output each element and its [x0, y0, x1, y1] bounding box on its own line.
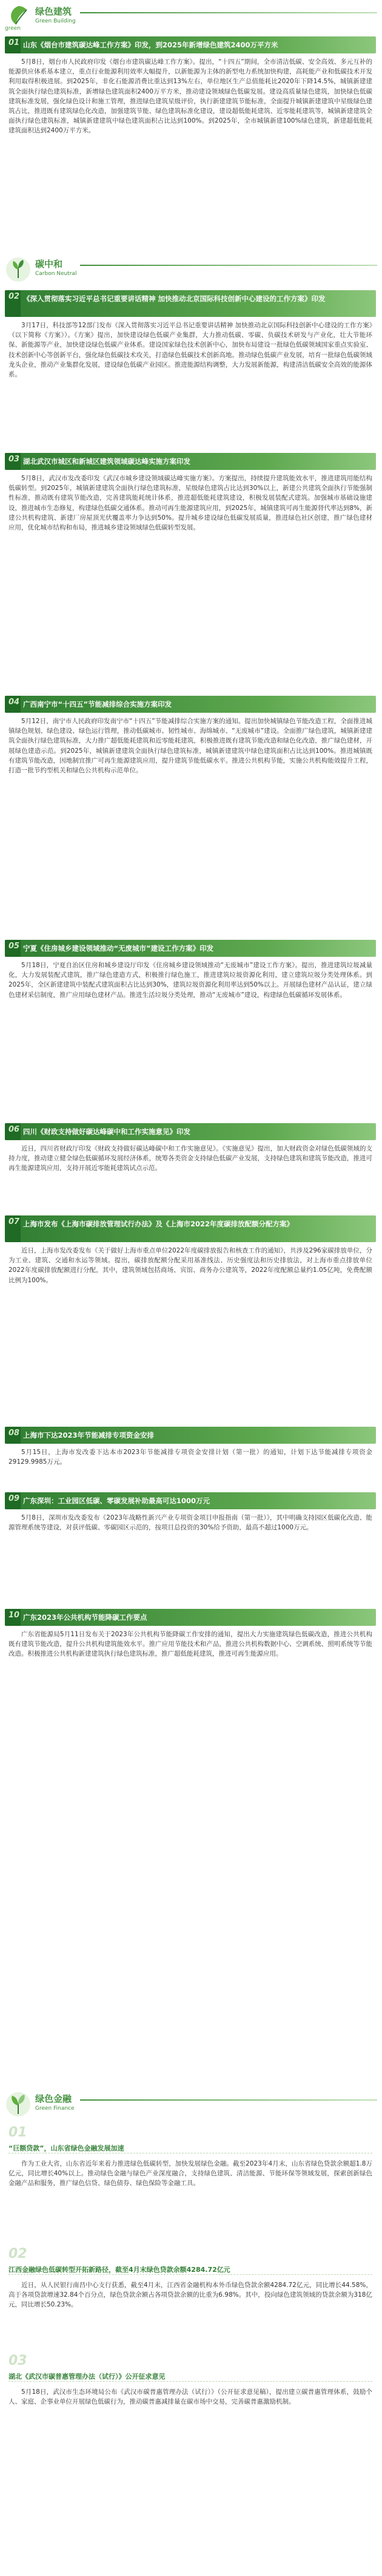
item-title: 《深入贯彻落实习近平总书记重要讲话精神 加快推动北京国际科技创新中心建设的工作方案》印发 — [23, 294, 326, 303]
plant-logo-icon — [5, 256, 32, 283]
item-body: 作为工业大省，山东省近年来着力推进绿色低碳转型，加快发展绿色金融。截至2023年4月末，山东省绿色贷款余额超1.8万亿元，同比增长40%以上。推动绿色金融与绿色产业深度融合，支持绿色建筑、清洁能源、节能环保等领域发展，探索创新绿色金融产品和服务，推广绿色信贷、绿色债券、绿色保险等金融工具。 — [8, 2160, 372, 2187]
item-title: 四川《财政支持做好碳达峰碳中和工作实施意见》印发 — [23, 1127, 190, 1136]
section-title: 绿色金融 — [35, 2093, 72, 2104]
item-body: 3月17日，科技部等12部门发布《深入贯彻落实习近平总书记重要讲话精神 加快推动北京国际科技创新中心建设的工作方案》（以下简称《方案》）。《方案》提出，加快建设绿色低碳产业集群，大力推动低碳、零碳、负碳技术研发与产业化，壮大节能环保、新能源等产业，加快建设绿色低碳产业体系。建设国家绿色技术创新中心，加快布局建设一批绿色低碳领域国家重点实验室、技术创新中心等创新平台，强化绿色低碳技术攻关，打造绿色低碳技术创新高地。推动绿色低碳产业发展，培育一批绿色低碳领域龙头企业，推动产业集群化发展，建设绿色低碳产业园区。推进能源结构调整，大力发展新能源，构建清洁低碳安全高效的能源体系。 — [8, 322, 372, 379]
item-title: “巨额贷款”，山东省绿色金融发展加速 — [8, 2143, 372, 2153]
item-number: 02 — [8, 2246, 27, 2262]
news-item-header — [5, 696, 376, 713]
section-header-green-building — [0, 1, 382, 34]
news-item-header — [5, 1123, 376, 1140]
section-title: 绿色建筑 — [35, 6, 72, 17]
item-body: 5月15日，上海市发改委下达本市2023年节能减排专项资金安排计划（第一批）的通知，计划下达节能减排专项资金29129.9985万元。 — [8, 1449, 372, 1466]
item-title: 湖北武汉市城区和新城区建筑领域碳达峰实施方案印发 — [23, 457, 190, 466]
item-title: 宁夏《住房城乡建设领域推动“无废城市”建设工作方案》印发 — [23, 944, 214, 953]
item-body: 近日，四川省财政厅印发《财政支持做好碳达峰碳中和工作实施意见》。《实施意见》提出，加大财政资金对绿色低碳领域的支持力度，推动建立健全绿色低碳循环发展经济体系，统筹各类资金支持绿色低碳产业发展，支持绿色建筑和建筑节能改造，推进可再生能源建筑应用，支持开展近零能耗建筑试点示范。 — [8, 1145, 372, 1172]
item-body: 5月8日，武汉市发改委印发《武汉市城乡建设领域碳达峰实施方案》。方案提出，持续提升建筑能效水平，推进建筑用能结构低碳转型。到2025年，城镇新建建筑全面执行绿色建筑标准，星级绿色建筑占比达到30%以上，新建公共建筑全面执行节能强制性标准，推动既有建筑节能改造，完善建筑能耗统计体系，推进超低能耗建筑建设，积极发展装配式建筑。加强城市基础设施建设，推进城市生态修复，构建绿色低碳交通体系。推动可再生能源建筑应用，到2025年，城镇建筑可再生能源替代率达到8%，新建公共机构建筑、新建厂房屋顶光伏覆盖率力争达到50%。提升城乡建设绿色低碳发展质量，推进绿色社区创建，推广绿色建材应用，优化城市结构和布局，推进城乡建设领域绿色低碳转型发展。 — [8, 475, 372, 532]
logo-text: green — [5, 25, 21, 32]
news-item-header — [5, 940, 376, 957]
item-title: 山东《烟台市建筑碳达峰工作方案》印发，到2025年新增绿色建筑2400万平方米 — [23, 41, 278, 49]
item-title: 湖北《武汉市碳普惠管理办法（试行）》公开征求意见 — [8, 2371, 372, 2382]
item-body: 近日，上海市发改委发布《关于做好上海市重点单位2022年度碳排放报告和核查工作的通知》，共涉及296家碳排放单位，分为工业、建筑、交通和水运等领域。提出，碳排放配额分配采用基准线法、历史强度法和历史排放法，对上海市重点排放单位2022年度碳排放配额进行分配，其中，建筑领域包括商场、宾馆、商务办公建筑等，2022年度配额总量约1.05亿吨，免费配额比例为100%。 — [8, 1247, 372, 1284]
news-item-header — [5, 1492, 376, 1509]
news-item-header — [5, 1609, 376, 1626]
section-header-green-finance — [0, 2088, 382, 2121]
item-title: 广东2023年公共机构节能降碳工作要点 — [23, 1613, 147, 1622]
section-subtitle: Green Finance — [35, 2105, 75, 2112]
news-item-header — [5, 1215, 376, 1242]
item-number: 04 — [8, 698, 20, 707]
section-title: 碳中和 — [35, 259, 63, 270]
item-body: 5月8日，烟台市人民政府印发《烟台市建筑碳达峰工作方案》。提出，“十四五”期间，全市清洁低碳、安全高效、多元互补的能源供应体系基本建立，重点行业能源利用效率大幅提升，以新能源为主体的新型电力系统加快构建，高耗能产业和低碳技术开发利用取得积极进展。到2025年，非化石能源消费比重达到13%左右，单位地区生产总值能耗比2020年下降14.5%，城镇新建建筑全面执行绿色建筑标准，新增绿色建筑面积2400万平方米，推动建设领域绿色低碳发展。建设高质量绿色建筑，加快绿色低碳建筑标准发展，强化绿色设计和施工管理，推进绿色建筑星级评价，执行新建建筑节能标准，全面提升城镇新建建筑中星级绿色建筑占比，推进既有建筑绿色化改造，加强建筑节能、绿色建筑标准化建设，建设超低能耗建筑、近零能耗建筑等，城镇新建建筑全面执行绿色建筑标准，城镇新建建筑中绿色建筑面积占比达到100%。到2025年，全市城镇新建100%绿色建筑，新建超低能耗建筑面积达到2400万平方米。 — [8, 58, 372, 135]
item-title: 江西金融绿色低碳转型开拓新路径，截至4月末绿色贷款余额4284.72亿元 — [8, 2265, 372, 2275]
news-item-header — [5, 36, 376, 53]
item-body: 近日，从人民银行南昌中心支行获悉，截至4月末，江西省金融机构本外币绿色贷款余额4284.72亿元，同比增长44.58%，高于各项贷款增速32.84个百分点，绿色贷款余额占各项贷款余额的比重为6.98%。其中，投向绿色建筑领域的贷款余额为318亿元，同比增长50.23%。 — [8, 2282, 372, 2309]
item-body: 5月18日，宁夏自治区住房和城乡建设厅印发《住房城乡建设领域推动“无废城市”建设工作方案》。提出，推进建筑垃圾减量化，大力发展装配式建筑，推广绿色建造方式，积极推行绿色施工，推进建筑垃圾资源化利用，建立建筑垃圾分类处理体系。到2025年，全区新建建筑中装配式建筑面积占比达到30%，建筑垃圾资源化利用率达到50%以上。开展绿色建材产品认证，建立绿色建材采信制度，推广应用绿色建材产品。推进生活垃圾分类处理，推动“无废城市”建设，构建绿色低碳循环发展体系。 — [8, 962, 372, 999]
item-number: 03 — [8, 455, 20, 464]
section-rule — [80, 2099, 377, 2101]
item-body: 5月12日，南宁市人民政府印发南宁市“十四五”节能减排综合实施方案的通知。提出加快城镇绿色节能改造工程，全面推进城镇绿色规划、绿色建设、绿色运行管理，推动低碳城市、韧性城市、海绵城市、“无废城市”建设。全面推广绿色建筑，城镇新建建筑全面执行绿色建筑标准，大力推广超低能耗建筑和近零能耗建筑，积极推进既有建筑节能改造和绿色化改造，推广绿色建材，开展绿色建造示范。到2025年，城镇新建建筑全面执行绿色建筑标准，城镇新建建筑中绿色建筑面积占比达到100%。推进城镇既有建筑节能改造，因地制宜推广可再生能源建筑应用，提升建筑节能低碳水平。推进公共机构节能，实施公共机构能效提升工程，打造一批节约型机关和绿色公共机构示范单位。 — [8, 718, 372, 775]
section-subtitle: Green Building — [35, 18, 76, 24]
item-body: 5月18日，武汉市生态环境局公布《武汉市碳普惠管理办法（试行）》（公开征求意见稿），提出建立碳普惠管理体系，鼓励个人、家庭、企事业单位开展绿色低碳行为，推动碳普惠减排量在碳市场中交易，完善碳普惠激励机制。 — [8, 2388, 372, 2406]
news-item-header — [5, 1427, 376, 1444]
item-title: 上海市下达2023年节能减排专项资金安排 — [23, 1431, 155, 1439]
item-number: 03 — [8, 2353, 27, 2368]
news-item-header — [5, 453, 376, 470]
item-number: 01 — [8, 38, 20, 47]
item-title: 广东深圳：工业园区低碳、零碳发展补助最高可达1000万元 — [23, 1497, 210, 1505]
item-number: 05 — [8, 942, 20, 951]
item-body: 广东省能源局5月11日发布关于2023年公共机构节能降碳工作安排的通知，提出大力实施建筑绿色低碳改造，推进公共机构既有建筑节能改造，提升公共机构建筑能效水平。推广应用节能技术和产品，推进公共机构数据中心、空调系统、照明系统等节能改造。积极推进公共机构新建建筑执行绿色建筑标准，推广超低能耗建筑，推进可再生能源应用。 — [8, 1631, 372, 1658]
item-number: 01 — [8, 2125, 27, 2140]
item-title: 上海市发布《上海市碳排放管理试行办法》及《上海市2022年度碳排放配额分配方案》 — [23, 1220, 294, 1228]
section-rule — [80, 265, 377, 266]
news-item-header — [5, 290, 376, 317]
item-number: 10 — [8, 1611, 20, 1620]
item-number: 09 — [8, 1494, 20, 1503]
item-number: 07 — [8, 1217, 20, 1226]
item-body: 5月8日，深圳市发改委发布《2023年战略性新兴产业专项资金项目申报指南（第一批）》，其中明确支持园区低碳化改造、能源管理系统等建设，对获评低碳、零碳园区示范的，按项目总投资的30%给予资助，最高不超过1000万元。 — [8, 1514, 372, 1532]
item-number: 08 — [8, 1429, 20, 1438]
section-subtitle: Carbon Neutral — [35, 271, 77, 277]
item-title: 广西南宁市“十四五”节能减排综合实施方案印发 — [23, 700, 172, 709]
sprout-logo-icon — [5, 2091, 32, 2118]
item-number: 06 — [8, 1125, 20, 1134]
section-header-carbon-neutral — [0, 254, 382, 287]
item-number: 02 — [8, 292, 20, 301]
section-rule — [80, 12, 377, 13]
